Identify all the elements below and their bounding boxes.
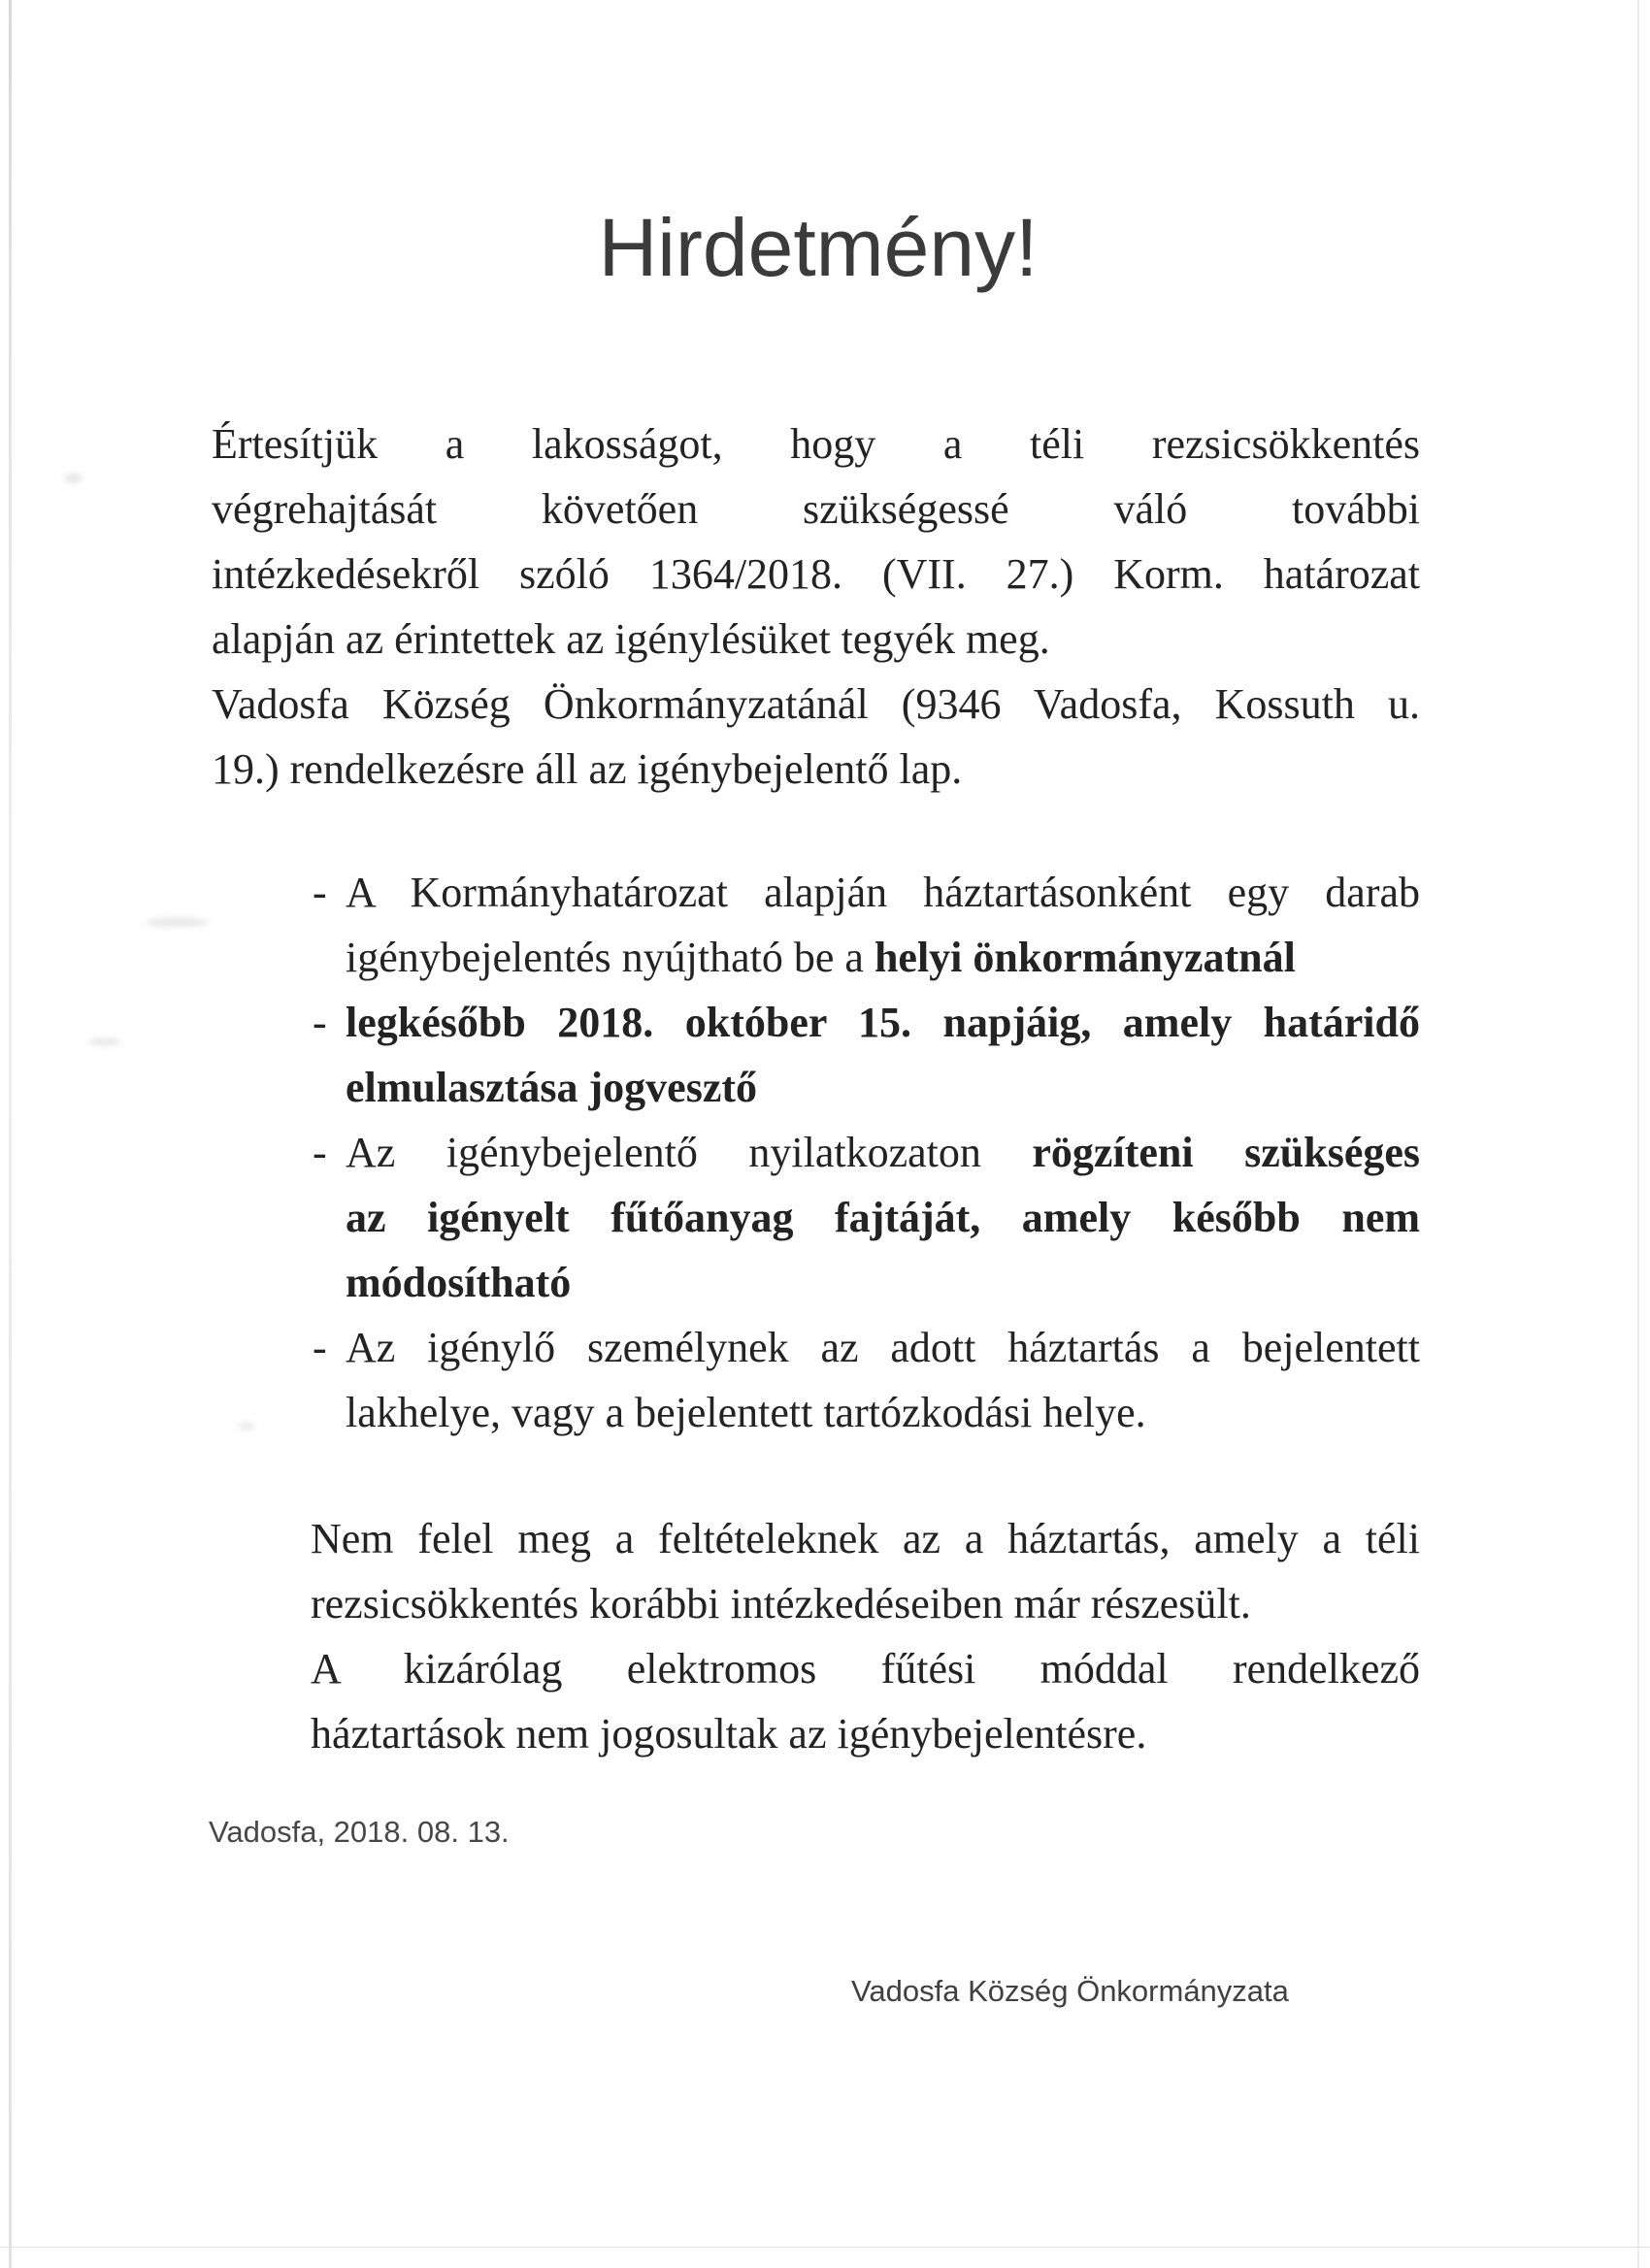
text-segment: Vadosfa Község Önkormányzatánál (9346 Vadosfa, Kossuth u. bbox=[212, 680, 1420, 728]
bold-text-segment: legkésőbb 2018. október 15. napjáig, amely határidő bbox=[346, 999, 1420, 1046]
text-line bbox=[346, 1250, 1420, 1315]
bullet-item bbox=[313, 860, 1420, 990]
text-segment: Az igénybejelentő nyilatkozaton bbox=[346, 1129, 1033, 1176]
text-line bbox=[311, 1571, 1420, 1636]
text-segment: Az igénylő személynek az adott háztartás a bejelentett bbox=[346, 1324, 1420, 1371]
bold-text-segment: az igényelt fűtőanyag fajtáját, amely később nem bbox=[346, 1194, 1420, 1241]
bullet-content bbox=[346, 1315, 1420, 1445]
text-line bbox=[346, 1380, 1420, 1445]
text-segment: háztartások nem jogosultak az igénybejelentésre. bbox=[311, 1710, 1147, 1758]
scan-edge-left bbox=[9, 0, 12, 2268]
bold-text-segment: módosítható bbox=[346, 1259, 572, 1306]
scan-artifact bbox=[89, 1038, 120, 1045]
text-segment: A Kormányhatározat alapján háztartásonként egy darab bbox=[346, 869, 1420, 916]
text-segment: Nem felel meg a feltételeknek az a háztartás, amely a téli bbox=[311, 1515, 1420, 1562]
bullet-marker: - bbox=[313, 1129, 327, 1176]
bullet-marker: - bbox=[313, 999, 327, 1046]
scan-artifact bbox=[64, 474, 82, 483]
text-segment: lakhelye, vagy a bejelentett tartózkodási helye. bbox=[346, 1389, 1146, 1436]
bold-text-segment: helyi önkormányzatnál bbox=[874, 934, 1296, 981]
bullet-content bbox=[346, 860, 1420, 990]
bullet-marker: - bbox=[313, 869, 327, 916]
text-line bbox=[212, 477, 1420, 542]
text-segment: igénybejelentés nyújtható be a bbox=[346, 934, 874, 981]
bullet-content bbox=[346, 1120, 1420, 1315]
text-line bbox=[212, 672, 1420, 737]
closing-paragraphs bbox=[311, 1506, 1420, 1766]
text-segment: Értesítjük a lakosságot, hogy a téli rezsicsökkentés bbox=[212, 420, 1420, 468]
bold-text-segment: elmulasztása jogvesztő bbox=[346, 1064, 758, 1111]
scan-artifact bbox=[239, 1423, 254, 1430]
page-title: Hirdetmény! bbox=[598, 202, 1039, 293]
text-line bbox=[212, 542, 1420, 607]
text-line bbox=[212, 411, 1420, 477]
text-line bbox=[212, 737, 1420, 802]
text-segment: rezsicsökkentés korábbi intézkedéseiben már részesült. bbox=[311, 1580, 1251, 1627]
intro-paragraph bbox=[212, 411, 1420, 802]
text-line bbox=[311, 1506, 1420, 1571]
text-line bbox=[311, 1636, 1420, 1701]
bullet-list bbox=[313, 860, 1420, 1445]
text-segment: alapján az érintettek az igénylésüket tegyék meg. bbox=[212, 615, 1050, 663]
text-segment: végrehajtását követően szükségessé váló további bbox=[212, 485, 1420, 533]
bullet-marker: - bbox=[313, 1324, 327, 1371]
bullet-content bbox=[346, 990, 1420, 1120]
scan-artifact bbox=[146, 918, 208, 927]
text-line bbox=[346, 1185, 1420, 1250]
text-line bbox=[346, 860, 1420, 925]
bullet-item bbox=[313, 1315, 1420, 1445]
text-line bbox=[346, 1055, 1420, 1120]
text-line bbox=[346, 1315, 1420, 1380]
text-segment: intézkedésekről szóló 1364/2018. (VII. 27.) Korm. határozat bbox=[212, 550, 1420, 598]
scan-edge-bottom bbox=[0, 2247, 1650, 2248]
text-line bbox=[212, 607, 1420, 672]
text-segment: 19.) rendelkezésre áll az igénybejelentő lap. bbox=[212, 745, 963, 793]
bullet-item bbox=[313, 990, 1420, 1120]
text-line bbox=[346, 990, 1420, 1055]
signature-line: Vadosfa Község Önkormányzata bbox=[851, 1974, 1289, 2008]
text-segment: A kizárólag elektromos fűtési móddal rendelkező bbox=[311, 1645, 1420, 1693]
text-line bbox=[346, 925, 1420, 990]
text-line bbox=[346, 1120, 1420, 1185]
text-line bbox=[311, 1701, 1420, 1766]
scan-edge-right bbox=[1637, 0, 1639, 2268]
bold-text-segment: rögzíteni szükséges bbox=[1032, 1129, 1420, 1176]
bullet-item bbox=[313, 1120, 1420, 1315]
date-line: Vadosfa, 2018. 08. 13. bbox=[209, 1815, 510, 1849]
